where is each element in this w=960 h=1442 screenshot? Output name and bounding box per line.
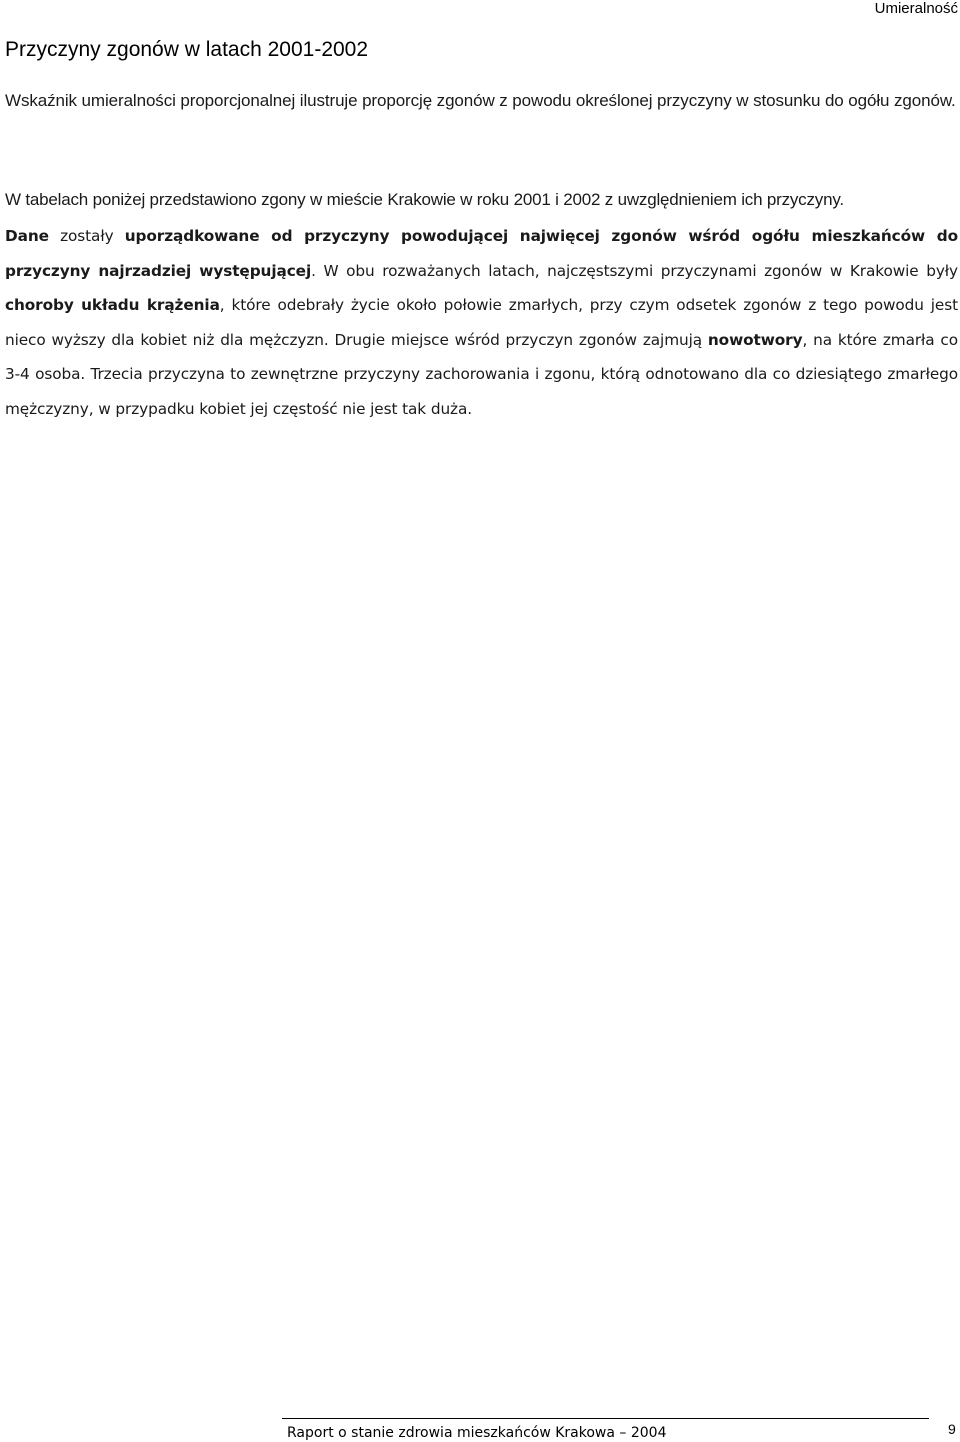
bold-span: uporządkowane od przyczyny powodującej najwięcej zgonów wśród ogółu mieszkańców do przyczyny najrzadziej występującej xyxy=(5,227,958,280)
bold-span: nowotwory xyxy=(707,330,803,349)
text-span: , które odebrały życie około połowie zmarłych, przy czym odsetek zgonów z tego powodu jest nieco wyższy dla kobiet niż dla mężczyzn. Drugie miejsce wśród przyczyn zgonów zajmują xyxy=(5,296,958,349)
text-span: . W obu rozważanych latach, najczęstszymi przyczynami zgonów w Krakowie były xyxy=(311,261,958,280)
page-number: 9 xyxy=(948,1421,956,1437)
running-header: Umieralność xyxy=(874,0,958,17)
paragraph-causes-summary xyxy=(5,219,958,426)
text-span: , na które zmarła co 3-4 osoba. Trzecia przyczyna to zewnętrzne przyczyny zachorowania i zgonu, którą odnotowano dla co dziesiątego zmarłego mężczyzny, w przypadku kobiet jej częstość nie jest tak duża. xyxy=(5,330,958,418)
footer-divider xyxy=(282,1418,929,1419)
text-span: zostały xyxy=(48,227,125,245)
bold-span: Dane xyxy=(5,227,49,245)
bold-span: choroby układu krążenia xyxy=(5,296,220,314)
section-title: Przyczyny zgonów w latach 2001-2002 xyxy=(5,38,369,61)
paragraph-tables-intro: W tabelach poniżej przedstawiono zgony w mieście Krakowie w roku 2001 i 2002 z uwzględnieniem ich przyczyny. xyxy=(5,190,844,209)
paragraph-definition: Wskaźnik umieralności proporcjonalnej ilustruje proporcję zgonów z powodu określonej przyczyny w stosunku do ogółu zgonów. xyxy=(5,91,956,110)
footer-report-title: Raport o stanie zdrowia mieszkańców Krakowa – 2004 xyxy=(287,1425,667,1441)
